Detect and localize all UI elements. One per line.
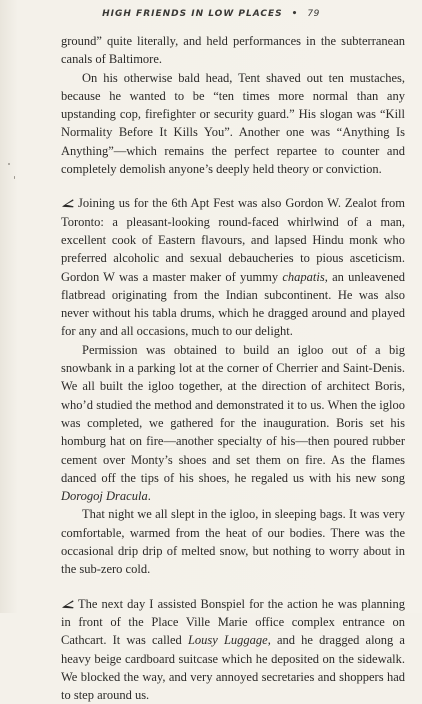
- italic-term: chapatis: [282, 269, 325, 284]
- paper-speck: [8, 163, 10, 165]
- body-text: [61, 32, 405, 704]
- boot-flourish-icon: [61, 599, 74, 609]
- running-title: HIGH FRIENDS IN LOW PLACES: [102, 9, 283, 19]
- paragraph-text: .: [147, 489, 151, 504]
- paragraph-tent-mustaches: On his otherwise bald head, Tent shaved out ten mustaches, because he wanted to be “ten times more normal than any upstanding cop, firefighter or security guard.” His slogan was “Kill Normality Before It Kills You”. Another one was “Anything Is Anything”—which remains the perfect repartee to counter and completely demolish anyone’s deeply held theory or conviction.: [61, 70, 405, 177]
- paragraph-text: Joining us for the 6th Apt Fest was also Gordon W. Zealot from Toronto: a pleasant-looking round-faced whirlwind of a man, excellent cook of Eastern flavours, and lapsed Hindu monk who preferred alcoholic and sexual debaucheries to pious asceticism. Gordon W was a master maker of yummy: [61, 196, 405, 284]
- paper-speck: [14, 176, 15, 179]
- paragraph-gordon-zealot: [61, 194, 405, 340]
- page-number: 79: [307, 9, 320, 19]
- paragraph-text: The next day I assisted Bonspiel for the action he was planning in front of the Place Ville Marie office complex entrance on Cathcart. It was called: [61, 596, 405, 648]
- paragraph-text: , and he dragged along a heavy beige cardboard suitcase which he deposited on the sidewalk. We blocked the way, and very annoyed secretaries and shoppers had to step around us.: [61, 633, 405, 703]
- paragraph-igloo: [61, 341, 405, 506]
- paragraph-lousy-luggage: [61, 595, 405, 704]
- header-separator: •: [291, 9, 299, 19]
- italic-title: Lousy Luggage: [187, 633, 268, 648]
- boot-flourish-icon: [61, 198, 74, 208]
- paragraph-text: , an unleavened flatbread originating from the Indian subcontinent. He was also never without his tabla drums, which he dragged around and played for any and all occasions, much to our delight.: [61, 269, 405, 339]
- running-header: [0, 9, 422, 19]
- italic-title: Dorogoj Dracula: [61, 489, 148, 504]
- paragraph-igloo-night: That night we all slept in the igloo, in sleeping bags. It was very comfortable, warmed from the heat of our bodies. There was the occasional drip drip of melted snow, but nothing to worry about in the sub-zero cold.: [61, 507, 405, 577]
- paragraph-text: Permission was obtained to build an igloo out of a big snowbank in a parking lot at the corner of Cherrier and Saint-Denis. We all built the igloo together, at the direction of architect Boris, who’d studied the method and demonstrated it to us. When the igloo was completed, we gathered for the inauguration. Boris set his homburg hat on fire—another specialty of his—then poured rubber cement over Monty’s shoes and set them on fire. As the flames danced off the tips of his shoes, he regaled us with his new song: [61, 342, 405, 485]
- paragraph-continued: ground” quite literally, and held performances in the subterranean canals of Baltimore.: [61, 34, 405, 67]
